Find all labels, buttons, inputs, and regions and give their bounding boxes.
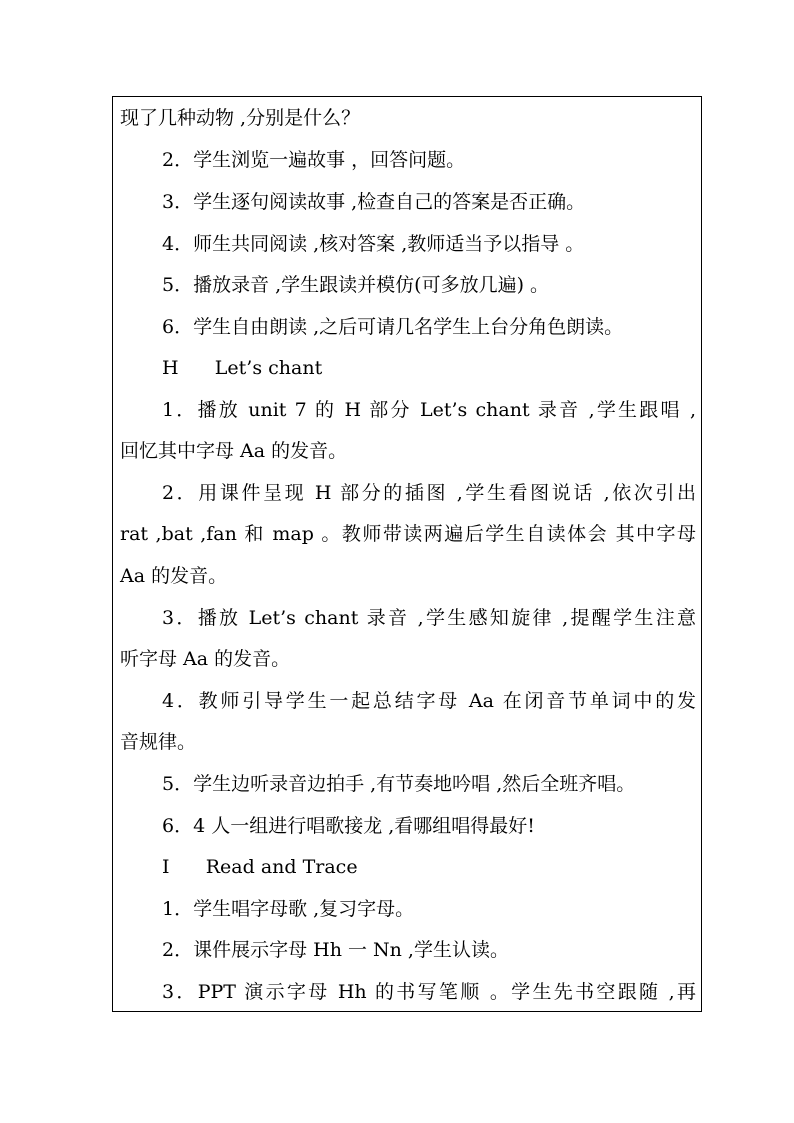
text-line: 6．4 人一组进行唱歌接龙 ,看哪组唱得最好! — [162, 815, 535, 837]
text-line: 4．教师引导学生一起总结字母 Aa 在闭音节单词中的发 — [162, 690, 696, 712]
section-heading: I Read and Trace — [162, 856, 358, 878]
text-line: 2．学生浏览一遍故事 ，回答问题。 — [162, 149, 466, 171]
text-line: 6．学生自由朗读 ,之后可请几名学生上台分角色朗读。 — [162, 316, 624, 338]
text-line: 1．学生唱字母歌 ,复习字母。 — [162, 898, 415, 920]
text-line: 2．课件展示字母 Hh 一 Nn ,学生认读。 — [162, 939, 509, 961]
text-line: 5．学生边听录音边拍手 ,有节奏地吟唱 ,然后全班齐唱。 — [162, 773, 636, 795]
text-line: 3．播放 Let’s chant 录音 ,学生感知旋律 ,提醒学生注意 — [162, 607, 696, 629]
text-line: Aa 的发音。 — [120, 565, 228, 587]
text-line: 4．师生共同阅读 ,核对答案 ,教师适当予以指导 。 — [162, 233, 585, 255]
text-line: 2．用课件呈现 H 部分的插图 ,学生看图说话 ,依次引出 — [162, 482, 696, 504]
text-line: 1．播放 unit 7 的 H 部分 Let’s chant 录音 ,学生跟唱 , — [162, 399, 696, 421]
text-line: 3．学生逐句阅读故事 ,检查自己的答案是否正确。 — [162, 191, 586, 213]
text-line: rat ,bat ,fan 和 map 。教师带读两遍后学生自读体会 其中字母 — [120, 523, 696, 545]
text-line: 音规律。 — [120, 731, 197, 753]
section-heading: H Let’s chant — [162, 357, 323, 379]
text-line: 听字母 Aa 的发音。 — [120, 648, 291, 670]
text-line: 5．播放录音 ,学生跟读并模仿(可多放几遍) 。 — [162, 274, 550, 296]
text-line: 3．PPT 演示字母 Hh 的书写笔顺 。学生先书空跟随 ,再 — [162, 981, 696, 1003]
text-line: 回忆其中字母 Aa 的发音。 — [120, 440, 348, 462]
text-line: 现了几种动物 ,分别是什么？ — [120, 107, 361, 129]
